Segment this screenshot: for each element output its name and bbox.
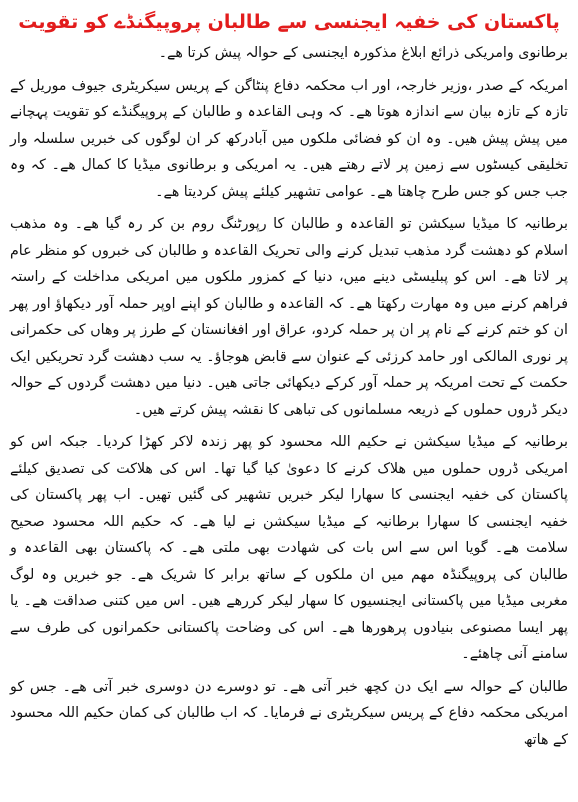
article-paragraph: امریکہ کے صدر ،وزیر خارجہ، اور اب محکمہ دفاع پنٹاگن کے پریس سیکریٹری جیوف موریل کے تازہ کے تازہ بیان سے اندازہ ھوتا ھے۔ کہ وہی القاعدہ و طالبان کے پروپیگنڈے کو تقویت پہچانے میں پیش پیش ھیں۔ وہ ان کو فضائی ملکوں میں آبادرکھ کر ان لوگوں کی خبریں سلسلہ وار تخلیقی کیسٹوں سے زمین پر لاتے رھتے ھیں۔ یہ امریکی و برطانوی میڈیا کا کمال ھے۔ کہ وہ جب جس کو جس طرح چاھتا ھے۔ عوامی تشھیر کیلئے پیش کردیتا ھے۔	[10, 77, 568, 200]
article-paragraph: برطانیہ کا میڈیا سیکشن تو القاعدہ و طالبان کا رپورٹنگ روم بن کر رہ گیا ھے۔ وہ مذھب اسلام کو دھشت گرد مذھب تبدیل کرنے والی تحریک القاعدہ و طالبان کی خبروں کو منظر عام پر لاتا ھے۔ اس کو پبلیسٹی دینے میں، دنیا کے کمزور ملکوں میں امریکی مداخلت کے راستہ فراھم کرنے میں وہ مھارت رکھتا ھے۔ کہ القاعدہ و طالبان کو اپنے اوپر حملہ آور دیکھاؤ اور پھر ان کو ختم کرنے کے نام پر ان پر حملہ کردو، عراق اور افغانستان کے طرز پر وھاں کی حکمرانی پر نوری المالکی اور حامد کرزئی کے عنوان سے قابض ھوجاؤ۔ یہ سب دھشت گرد تحریکیں ایک حکمت کے تحت امریکہ پر حملہ آور کرکے دیکھائی جاتی ھیں۔ دنیا میں دھشت گردوں کے حوالہ دیکر ڈروں حملوں کے ذریعہ مسلمانوں کی تباھی کا نقشہ پیش کرتے ھیں۔	[10, 216, 568, 418]
article-paragraph: برطانیہ کے میڈیا سیکشن نے حکیم اللہ محسود کو پھر زندہ لاکر کھڑا کردیا۔ جبکہ اس کو امریکی ڈروں حملوں میں ھلاک کرنے کا دعویٰ کیا گیا تھا۔ اس کی ھلاکت کی تصدیق کیلئے پاکستان کی خفیہ ایجنسی کا سھارا لیکر خبریں تشھیر کی گئیں تھیں۔ اب پھر پاکستان کی خفیہ ایجنسی کا سھارا برطانیہ کے میڈیا سیکشن نے لیا ھے۔ کہ حکیم اللہ محسود صحیح سلامت ھے۔ گویا اس سے اس بات کی شھادت بھی ملتی ھے۔ کہ پاکستان بھی القاعدہ و طالبان کی پروپیگنڈہ مھم میں ان ملکوں کے ساتھ برابر کا شریک ھے۔ جو خبریں وہ لوگ مغربی میڈیا میں پاکستانی ایجنسیوں کا سھار لیکر کررھے ھیں۔ اس میں کتنی صداقت ھے۔ یا پھر ایسا مصنوعی بنیادوں پرھورھا ھے۔ اس کی وضاحت پاکستانی حکمرانوں کی طرف سے سامنے آنی چاھئے۔	[10, 434, 568, 662]
article-paragraph: برطانوی وامریکی ذرائع ابلاغ مذکورہ ایجنسی کے حوالہ پیش کرتا ھے۔	[158, 45, 568, 61]
article-paragraph: طالبان کے حوالہ سے ایک دن کچھ خبر آتی ھے۔ تو دوسرے دن دوسری خبر آتی ھے۔ جس کو امریکی محکمہ دفاع کے پریس سیکریٹری نے فرمایا۔ کہ اب طالبان کی کمان حکیم اللہ محسود کے ھاتھ	[10, 678, 568, 748]
article-title: پاکستان کی خفیہ ایجنسی سے طالبان پروپیگنڈے کو تقویت	[18, 11, 560, 33]
